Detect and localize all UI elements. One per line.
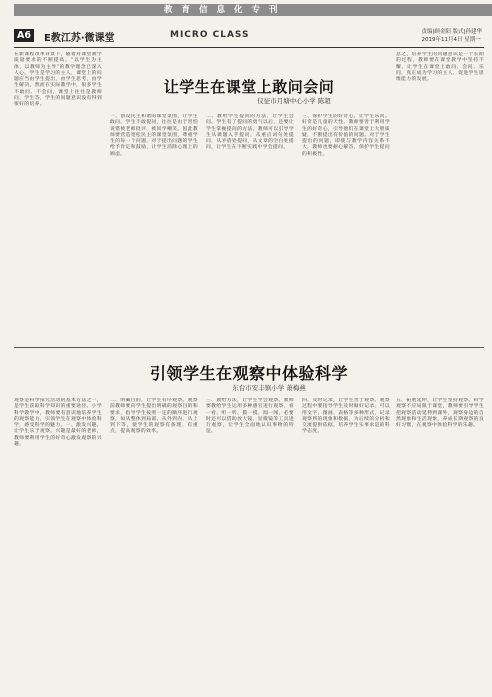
article-column: 三、保护学生的好奇心，让学生乐问。好奇是儿童的天性，教师要善于利用学生的好奇心，引导他们在课堂上大胆质疑，不断提出有价值的问题。对于学生提出的问题，即使与教学内容关系不大，教师也要耐心解答，保护学生提问的积极性。 <box>302 114 390 157</box>
article-column: 四、及时记录，让学生善于观察。观察过程中要指导学生及时做好记录，可以用文字、图画、表格等多种形式，记录观察到的现象和数据，为后续的分析和交流提供依据，培养学生实事求是的科学态度。 <box>302 398 390 435</box>
issue-date: 2019年11月4日 星期一 <box>421 37 481 43</box>
article-observation <box>14 358 484 693</box>
issue-meta <box>422 28 482 44</box>
article-column: 三、教给方法，让学生学会观察。教师要教给学生运用多种感官进行观察，看一看、听一听、摸一摸、闻一闻，必要时还可以借助放大镜、显微镜等工具进行观察，让学生全面地认识事物的特征。 <box>206 398 294 435</box>
article-column: 二、明确目的，让学生有序观察。观察前教师要向学生提出明确的观察目的和要求，指导学生按照一定的顺序进行观察，如从整体到局部、从外到内、从上到下等，使学生的观察有条理、有重点，提高观察的效率。 <box>110 398 198 435</box>
article-column: 一、创设民主和谐的课堂氛围，让学生敢问。学生不敢提问，往往是由于害怕说错被老师批评、被同学嘲笑。因此教师要营造宽松民主的课堂氛围，尊重学生的每一个问题，对于提出问题的学生给予肯定和鼓励，让学生消除心理上的顾虑。 <box>110 114 198 157</box>
column-brand-english: MICRO CLASS <box>170 30 250 40</box>
section-ribbon-bar <box>0 0 492 30</box>
page-number: A6 <box>14 29 34 42</box>
article-column: 五、拓展延伸，让学生坚持观察。科学观察不应局限于课堂，教师要引导学生把观察活动延伸到课外，观察身边的自然现象和生活现象，养成长期观察的良好习惯，在观察中体验科学的乐趣。 <box>396 398 484 429</box>
article-column: 二、教给学生提问的方法，让学生会问。学生有了提问的勇气以后，还要让学生掌握提问的方法。教师可以引导学生从课题入手提问，从重点词句处提问，从矛盾处提问，从文章的空白处提问，让学生在不断实践中学会提问。 <box>206 114 294 151</box>
article-title: 引领学生在观察中体验科学 <box>149 364 348 383</box>
section-ribbon <box>14 4 492 16</box>
editor-credit: 责编|顾金阳 版式|孙建华 <box>421 29 482 35</box>
article-questioning <box>14 52 484 342</box>
column-brand: E教江苏·微课堂 <box>44 33 115 44</box>
article-column: 观察是科学探究活动的基本方法之一，是学生获取科学知识的重要途径。小学科学教学中，教师要有意识地培养学生的观察能力，引领学生在观察中体验科学，感受科学的魅力。一、激发兴趣，让学生乐于观察。兴趣是最好的老师，教师要利用学生的好奇心激发观察的兴趣。 <box>14 398 102 448</box>
section-ribbon-text: 教育信息化专刊 <box>164 5 287 15</box>
article-column: 在新课程改革背景下，随着对课堂教学质量要求的不断提高，“以学生为主体，以教师为主导”的教学理念已深入人心。学生是学习的主人，课堂上的问题应当由学生提出，由学生思考，由学生解决。然而在实际教学中，很多学生不敢问、不会问，课堂上往往是教师问、学生答，学生的问题意识没有得到很好的培养。 <box>14 52 102 108</box>
article-byline: 仪征市月塘中心小学 陈超 <box>257 97 331 105</box>
page-header <box>14 28 484 48</box>
article-byline: 东台市安丰镇小学 萧梅燕 <box>232 384 306 392</box>
article-column: 总之，培养学生的问题意识是一个长期的过程，教师要在课堂教学中坚持不懈，让学生在课堂上敢问、会问、乐问，真正成为学习的主人，促进学生思维能力的发展。 <box>396 52 484 83</box>
article-title: 让学生在课堂上敢问会问 <box>163 78 335 96</box>
article-divider <box>14 347 484 348</box>
